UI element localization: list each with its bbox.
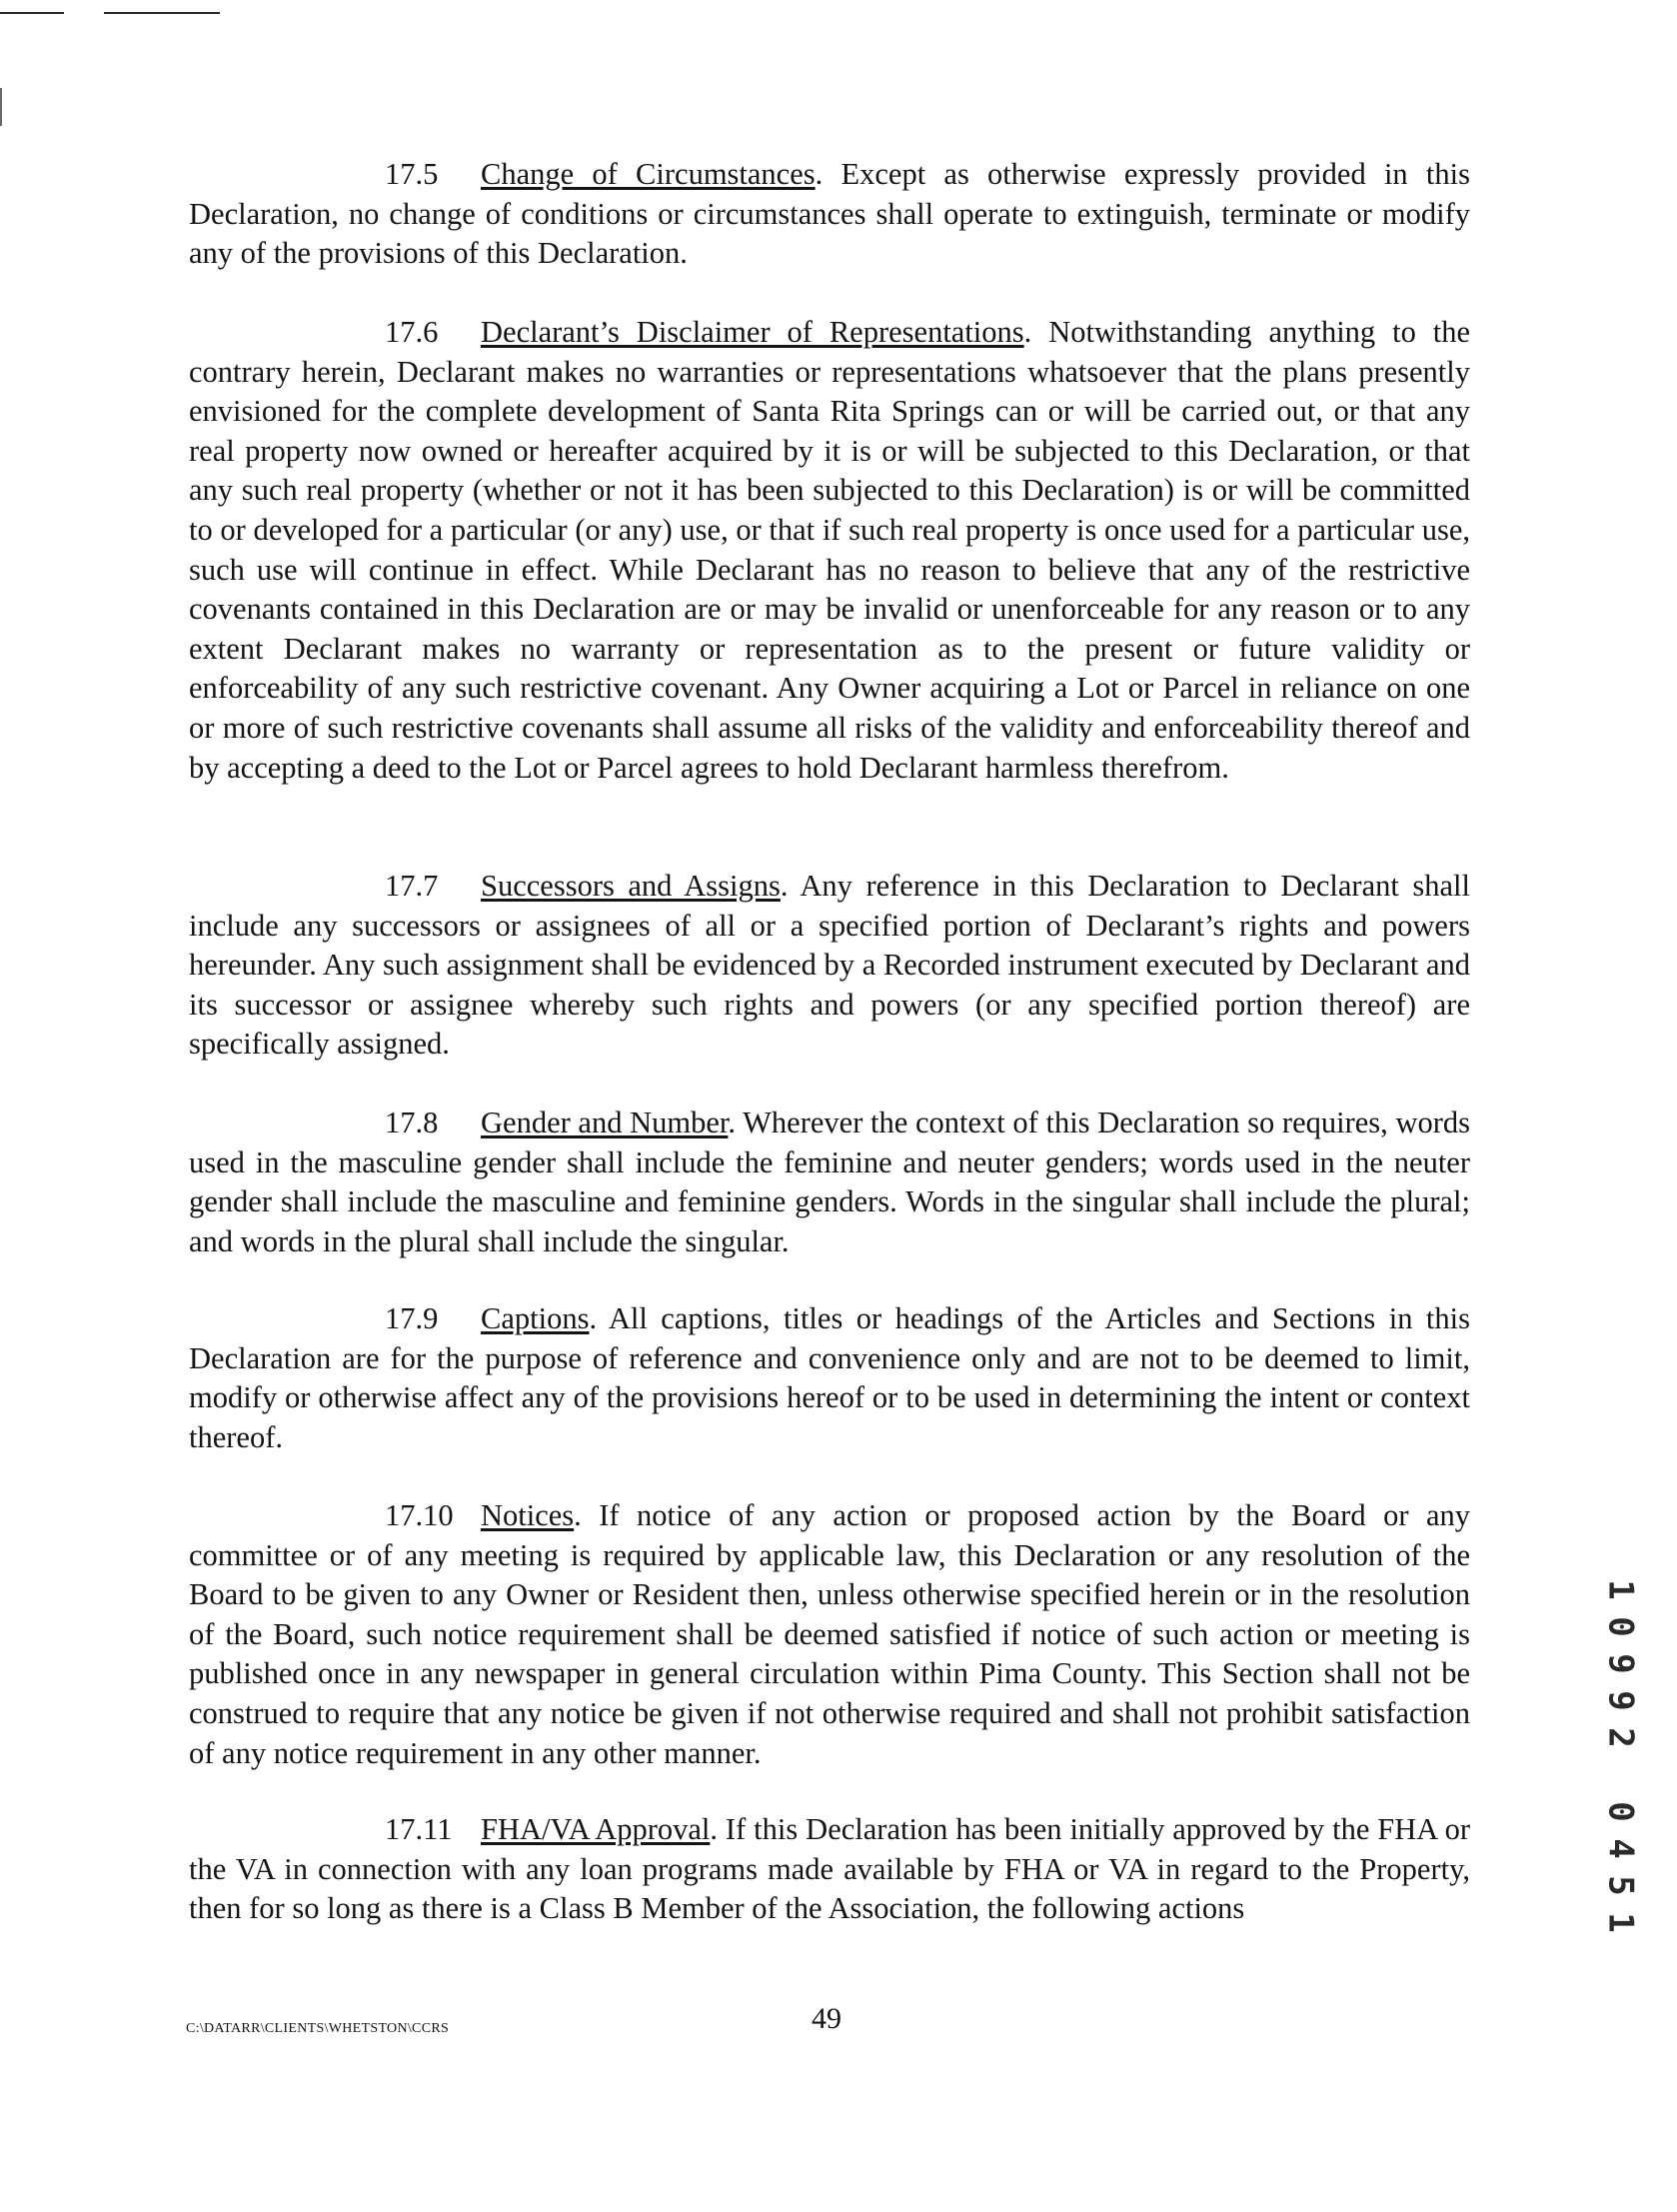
section-number: 17.6: [385, 315, 439, 349]
section-title: FHA/VA Approval: [481, 1812, 711, 1846]
section-title: Notices: [481, 1498, 575, 1532]
scan-artifact-mark: [0, 88, 2, 126]
section-body: . All captions, titles or headings of the Articles and Sections in this Declaration are for the purpose of reference and convenience only and are not to be deemed to limit, modify or otherwise affect any of the provisions hereof or to be used in determining the intent or context thereof.: [189, 1301, 1470, 1454]
page-number: 49: [812, 2002, 841, 2035]
recording-digit: 5: [1600, 1875, 1641, 1896]
section-number: 17.9: [385, 1301, 439, 1335]
section-body: . Wherever the context of this Declaration so requires, words used in the masculine gender shall include the feminine and neuter genders; words used in the neuter gender shall include the masculine and feminine genders. Words in the singular shall include the plural; and words in the plural shall include the singular.: [189, 1106, 1471, 1258]
recording-digit: 9: [1600, 1653, 1641, 1674]
scan-artifact-line-right: [104, 12, 220, 14]
section-title: Captions: [481, 1301, 590, 1335]
section-body: . Except as otherwise expressly provided in this Declaration, no change of conditions or circumstances shall operate to extinguish, terminate or modify any of the provisions of this Declaration.: [189, 157, 1470, 271]
section-17-7: [189, 867, 1470, 1065]
section-body: . If this Declaration has been initially approved by the FHA or the VA in connection with any loan programs made available by FHA or VA in regard to the Property, then for so long as there is a Class B Member of the Association, the following actions: [189, 1812, 1470, 1926]
section-body: . Any reference in this Declaration to Declarant shall include any successors or assignees of all or a specified portion of Declarant’s rights and powers hereunder. Any such assignment shall be evidenced by a Recorded instrument executed by Declarant and its successor or assignee whereby such rights and powers (or any specified portion thereof) are specifically assigned.: [189, 869, 1470, 1062]
section-17-8: [189, 1104, 1470, 1261]
recording-digit: 0: [1600, 1616, 1641, 1637]
section-body: . If notice of any action or proposed action by the Board or any committee or of any meeting is required by applicable law, this Declaration or any resolution of the Board to be given to any Owner or Resident then, unless otherwise specified herein or in the resolution of the Board, such notice requirement shall be deemed satisfied if notice of such action or meeting is published once in any newspaper in general circulation within Pima County. This Section shall not be construed to require that any notice be given if not otherwise required and shall not prohibit satisfaction of any notice requirement in any other manner.: [189, 1498, 1470, 1770]
scan-artifact-line-left: [0, 12, 64, 14]
section-number: 17.8: [385, 1106, 439, 1139]
section-title: Change of Circumstances: [481, 157, 816, 191]
section-17-9: [189, 1299, 1470, 1457]
section-title: Successors and Assigns: [481, 869, 781, 903]
recording-digit: 1: [1600, 1579, 1641, 1600]
section-17-5: [189, 155, 1470, 274]
section-number: 17.11: [385, 1812, 453, 1846]
recording-digit: 1: [1600, 1912, 1641, 1933]
section-body: . Notwithstanding anything to the contrary herein, Declarant makes no warranties or representations whatsoever that the plans presently envisioned for the complete development of Santa Rita Springs can or will be carried out, or that any real property now owned or hereafter acquired by it is or will be subjected to this Declaration, or that any such real property (whether or not it has been subjected to this Declaration) is or will be committed to or developed for a particular (or any) use, or that if such real property is once used for a particular use, such use will continue in effect. While Declarant has no reason to believe that any of the restrictive covenants contained in this Declaration are or may be invalid or unenforceable for any reason or to any extent Declarant makes no warranty or representation as to the present or future validity or enforceability of any such restrictive covenant. Any Owner acquiring a Lot or Parcel in reliance on one or more of such restrictive covenants shall assume all risks of the validity and enforceability thereof and by accepting a deed to the Lot or Parcel agrees to hold Declarant harmless therefrom.: [189, 315, 1470, 785]
recording-digit: 9: [1600, 1690, 1641, 1711]
section-17-6: [189, 313, 1470, 788]
section-17-11: [189, 1810, 1470, 1929]
section-number: 17.5: [385, 157, 439, 191]
section-title: Declarant’s Disclaimer of Representations: [481, 315, 1024, 349]
recording-digit: 2: [1600, 1727, 1641, 1748]
footer-file-path: C:\DATARR\CLIENTS\WHETSTON\CCRS: [186, 2021, 450, 2036]
section-number: 17.10: [385, 1498, 454, 1532]
recording-digit: 0: [1600, 1801, 1641, 1822]
section-title: Gender and Number: [481, 1106, 729, 1139]
recording-stamp: [1594, 1571, 1646, 1941]
section-number: 17.7: [385, 869, 439, 903]
section-17-10: [189, 1496, 1470, 1773]
recording-digit: 4: [1600, 1838, 1641, 1859]
